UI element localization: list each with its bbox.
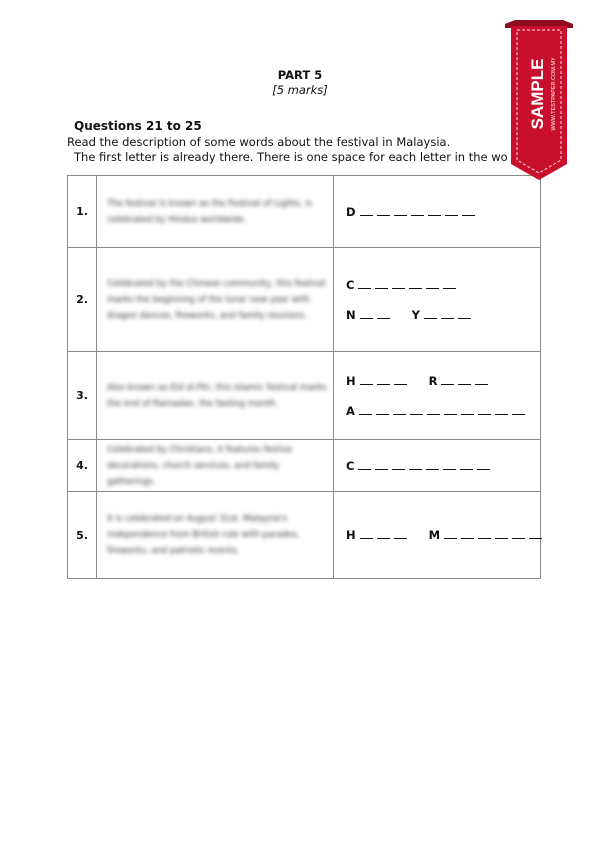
answer-line xyxy=(346,270,540,300)
answer-line xyxy=(346,366,540,396)
letter-blank[interactable] xyxy=(426,459,439,470)
part-marks: [5 marks] xyxy=(272,83,328,97)
letter-blank[interactable] xyxy=(358,459,371,470)
blurred-description: Also known as Eid al-Fitr, this Islamic festival marks the end of Ramadan, the fasting month. xyxy=(107,382,327,409)
question-description xyxy=(97,352,334,440)
first-letter: N xyxy=(346,307,356,322)
first-letter: M xyxy=(428,528,441,542)
first-letter: C xyxy=(346,277,355,292)
letter-blank[interactable] xyxy=(409,278,422,289)
question-description xyxy=(97,440,334,492)
blurred-description: Celebrated by the Chinese community, this festival marks the beginning of the lunar new year with dragon dances, fireworks, and family reunions. xyxy=(107,278,326,321)
letter-blank[interactable] xyxy=(377,528,390,539)
letter-blank[interactable] xyxy=(512,528,525,539)
letter-blank[interactable] xyxy=(424,308,437,319)
letter-blank[interactable] xyxy=(461,528,474,539)
answer-cell xyxy=(334,352,541,440)
table-row xyxy=(68,248,541,352)
letter-blank[interactable] xyxy=(445,205,458,216)
letter-blank[interactable] xyxy=(377,308,390,319)
question-description xyxy=(97,492,334,579)
letter-blank[interactable] xyxy=(478,404,491,415)
letter-blank[interactable] xyxy=(426,278,439,289)
questions-heading: Questions 21 to 25 xyxy=(74,119,202,133)
letter-blank[interactable] xyxy=(392,459,405,470)
question-number: 3. xyxy=(68,352,97,440)
letter-blank[interactable] xyxy=(358,278,371,289)
letter-blank[interactable] xyxy=(458,308,471,319)
letter-blank[interactable] xyxy=(461,404,474,415)
question-number: 4. xyxy=(68,440,97,492)
answer-line xyxy=(346,396,540,426)
letter-blank[interactable] xyxy=(360,528,373,539)
letter-blank[interactable] xyxy=(375,459,388,470)
letter-blank[interactable] xyxy=(411,205,424,216)
letter-blank[interactable] xyxy=(458,374,471,385)
first-letter: A xyxy=(346,403,355,418)
instruction-line-1: Read the description of some words about the festival in Malaysia. xyxy=(67,135,451,149)
answer-cell xyxy=(334,176,541,248)
question-description xyxy=(97,248,334,352)
first-letter: Y xyxy=(411,307,420,322)
letter-blank[interactable] xyxy=(441,308,454,319)
table-row xyxy=(68,176,541,248)
letter-blank[interactable] xyxy=(410,404,423,415)
first-letter: D xyxy=(346,204,356,219)
letter-blank[interactable] xyxy=(444,404,457,415)
letter-blank[interactable] xyxy=(443,459,456,470)
letter-blank[interactable] xyxy=(360,308,373,319)
letter-blank[interactable] xyxy=(375,278,388,289)
blurred-description: Celebrated by Christians, it features festive decorations, church services, and family gatherings. xyxy=(107,444,293,487)
ribbon-sample-text: SAMPLE xyxy=(528,58,547,130)
answer-cell xyxy=(334,492,541,579)
letter-blank[interactable] xyxy=(394,374,407,385)
answer-cell xyxy=(334,248,541,352)
letter-blank[interactable] xyxy=(427,404,440,415)
letter-blank[interactable] xyxy=(377,374,390,385)
sample-ribbon xyxy=(503,18,575,182)
answer-line xyxy=(346,197,540,227)
letter-blank[interactable] xyxy=(360,205,373,216)
letter-blank[interactable] xyxy=(359,404,372,415)
table-row xyxy=(68,352,541,440)
letter-blank[interactable] xyxy=(477,459,490,470)
letter-blank[interactable] xyxy=(512,404,525,415)
question-description xyxy=(97,176,334,248)
letter-blank[interactable] xyxy=(376,404,389,415)
letter-blank[interactable] xyxy=(394,205,407,216)
letter-blank[interactable] xyxy=(428,205,441,216)
letter-blank[interactable] xyxy=(444,528,457,539)
first-letter: H xyxy=(346,373,356,388)
question-number: 2. xyxy=(68,248,97,352)
answer-line xyxy=(346,451,540,481)
first-letter: R xyxy=(428,373,438,388)
letter-blank[interactable] xyxy=(462,205,475,216)
letter-blank[interactable] xyxy=(529,528,542,539)
blurred-description: It is celebrated on August 31st, Malaysia's independence from British rule with parades, fireworks, and patriotic events. xyxy=(107,514,300,556)
table-row xyxy=(68,440,541,492)
letter-blank[interactable] xyxy=(377,205,390,216)
question-number: 5. xyxy=(68,492,97,579)
ribbon-url-text: WWW.TESTPAPER.COM.MY xyxy=(551,57,557,131)
letter-blank[interactable] xyxy=(495,528,508,539)
blurred-description: The festival is known as the Festival of Lights, is celebrated by Hindus worldwide. xyxy=(107,198,313,225)
question-number: 1. xyxy=(68,176,97,248)
answer-line xyxy=(346,520,540,550)
letter-blank[interactable] xyxy=(409,459,422,470)
letter-blank[interactable] xyxy=(393,404,406,415)
answer-cell xyxy=(334,440,541,492)
answer-line xyxy=(346,300,540,330)
instruction-line-2: The first letter is already there. There is one space for each letter in the wo xyxy=(74,150,508,164)
letter-blank[interactable] xyxy=(360,374,373,385)
table-row xyxy=(68,492,541,579)
first-letter: H xyxy=(346,528,356,542)
first-letter: C xyxy=(346,458,355,473)
letter-blank[interactable] xyxy=(495,404,508,415)
letter-blank[interactable] xyxy=(441,374,454,385)
letter-blank[interactable] xyxy=(443,278,456,289)
letter-blank[interactable] xyxy=(478,528,491,539)
letter-blank[interactable] xyxy=(394,528,407,539)
letter-blank[interactable] xyxy=(392,278,405,289)
letter-blank[interactable] xyxy=(475,374,488,385)
part-title: PART 5 xyxy=(277,68,323,82)
letter-blank[interactable] xyxy=(460,459,473,470)
question-table xyxy=(67,175,541,579)
